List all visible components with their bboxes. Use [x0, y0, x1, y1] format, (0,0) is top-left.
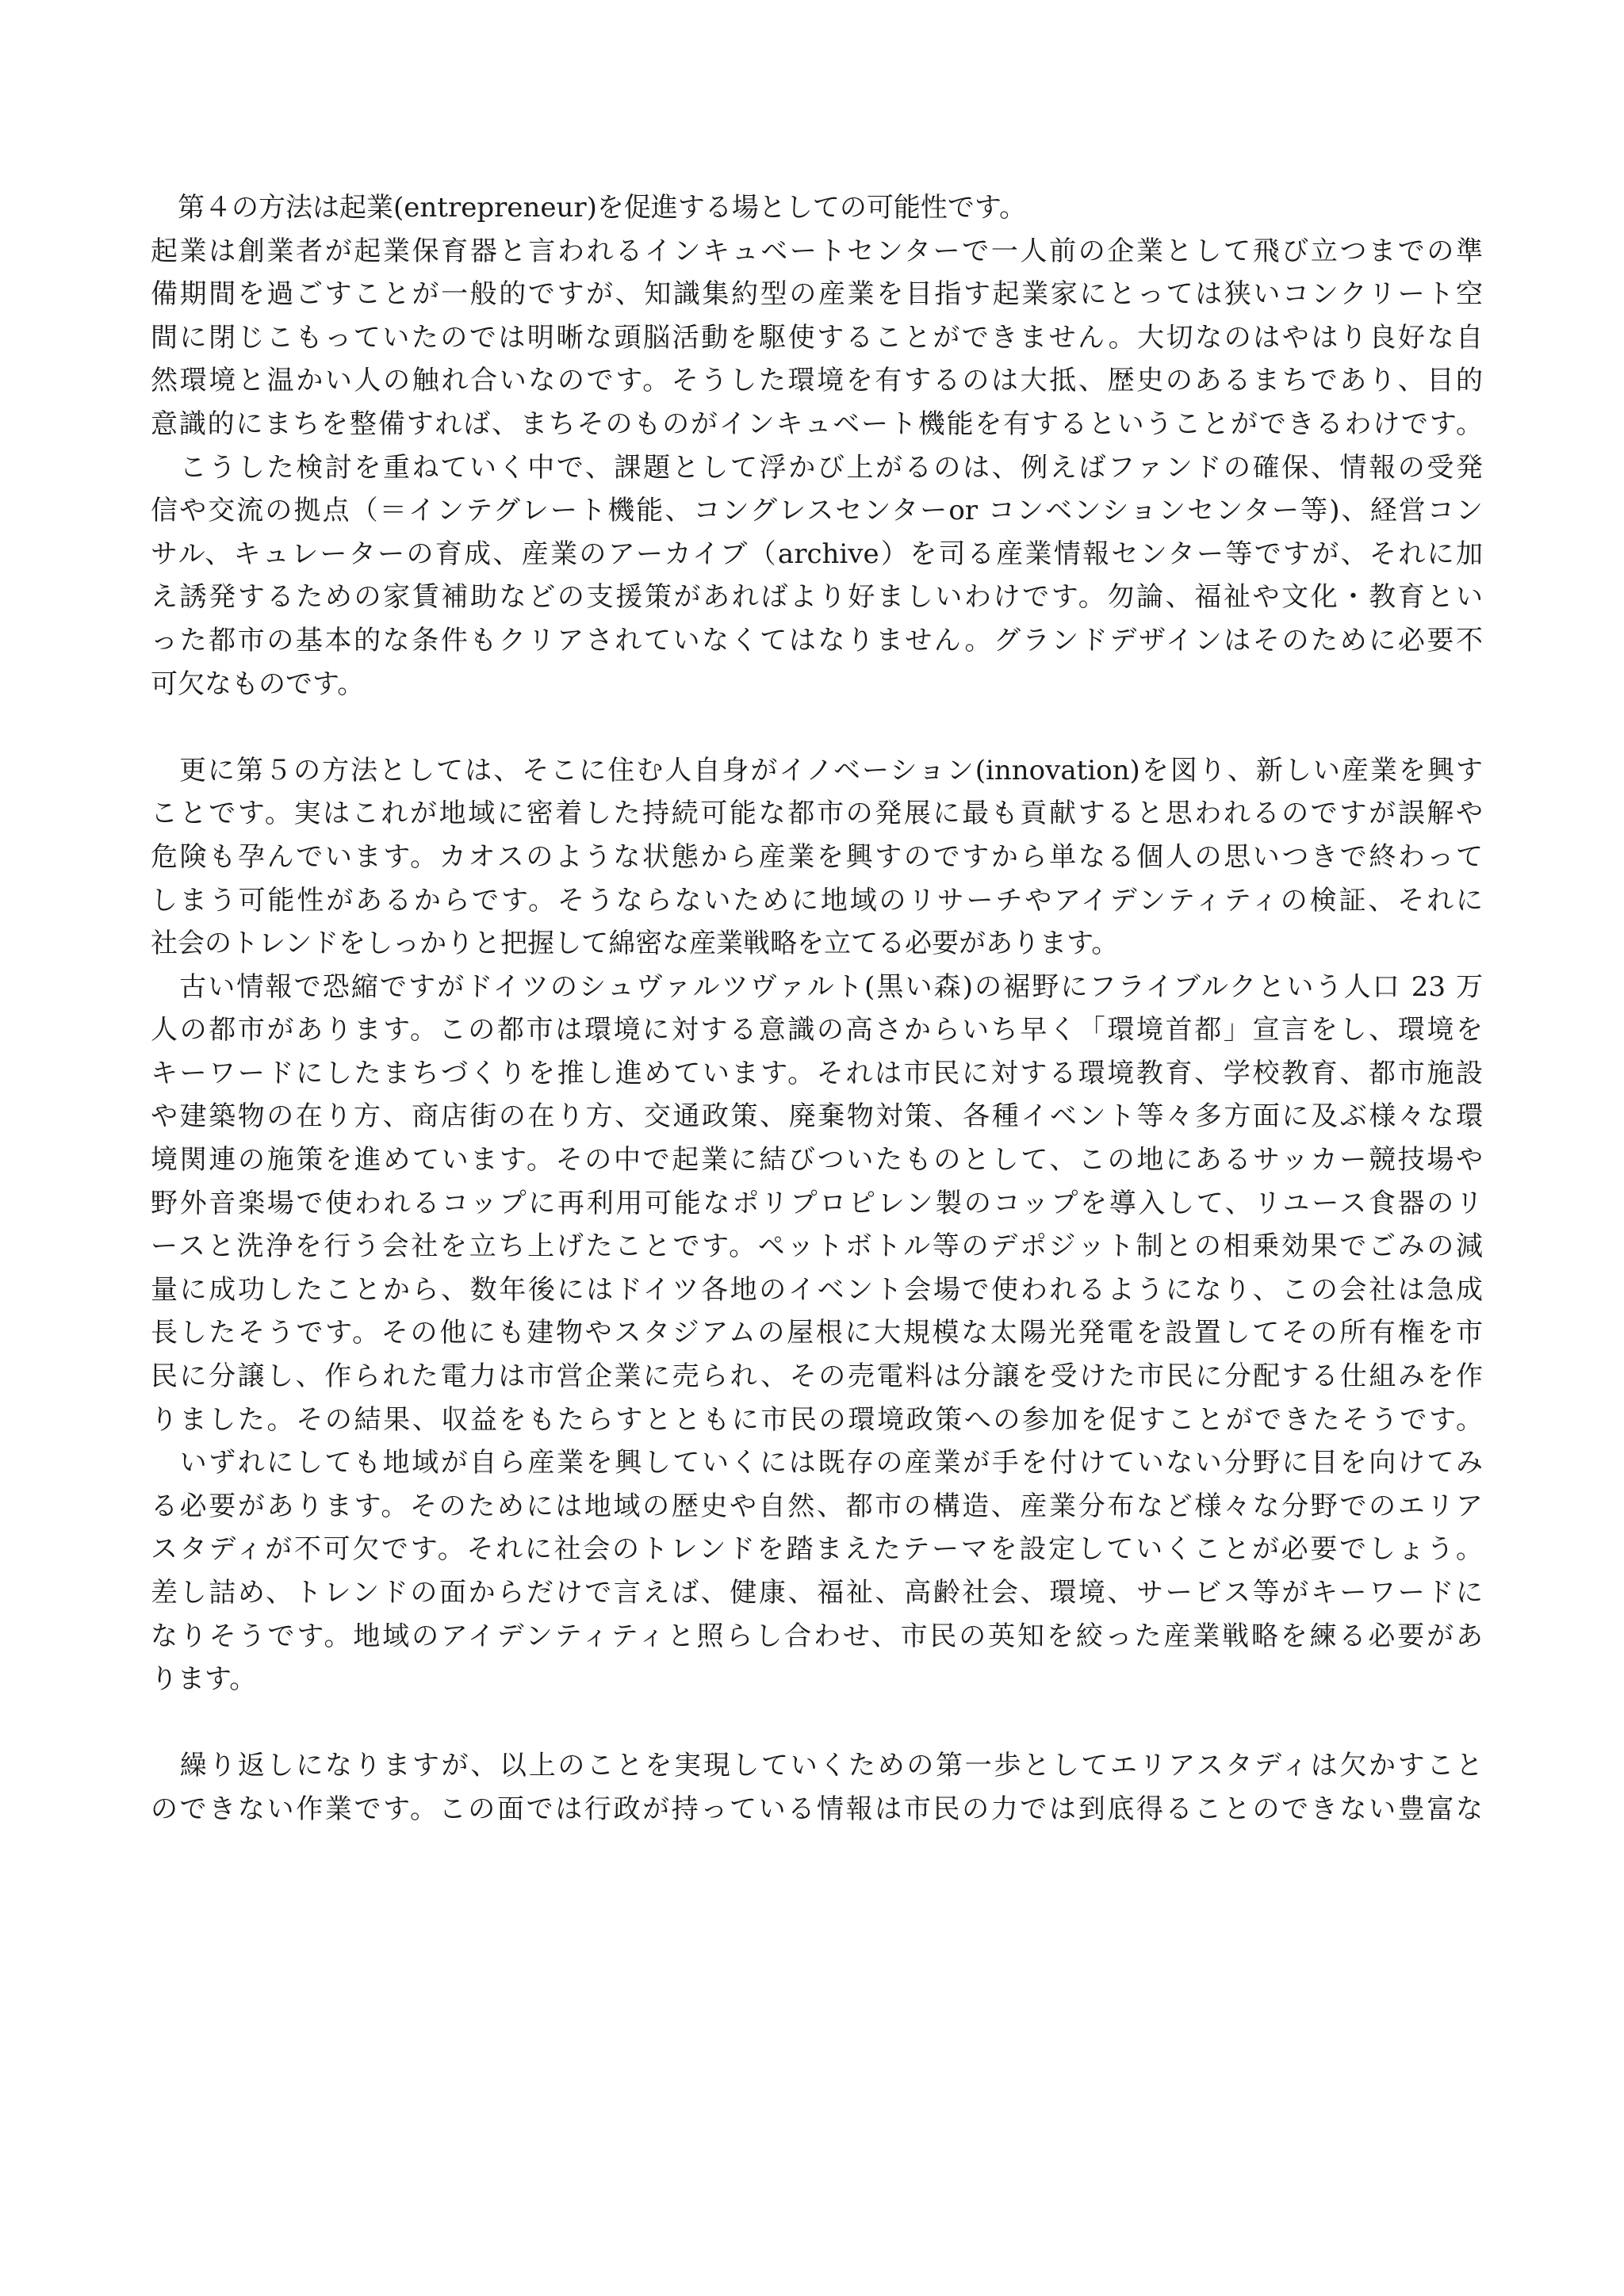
- text-line: 間に閉じこもっていたのでは明晰な頭脳活動を駆使することができません。大切なのはやはり良好な自: [151, 321, 1483, 354]
- paragraph-spacer: [151, 706, 1483, 749]
- paragraph-3: [151, 749, 1483, 966]
- text-line: 更に第５の方法としては、そこに住む人自身がイノベーション(innovation)を図り、新しい産業を興す: [151, 754, 1483, 786]
- text-line: ります。: [151, 1663, 257, 1696]
- text-line: なりそうです。地域のアイデンティティと照らし合わせ、市民の英知を絞った産業戦略を練る必要があ: [151, 1620, 1483, 1652]
- text-line: 繰り返しになりますが、以上のことを実現していくための第一歩としてエリアスタディは欠かすこと: [151, 1750, 1483, 1782]
- text-line: え誘発するための家賃補助などの支援策があればより好ましいわけです。勿論、福祉や文化・教育とい: [151, 581, 1483, 614]
- text-line: しまう可能性があるからです。そうならないために地域のリサーチやアイデンティティの検証、それに: [151, 884, 1483, 916]
- paragraph-6: [151, 1744, 1483, 1831]
- text-line: 可欠なものです。: [151, 668, 365, 700]
- text-line: サル、キュレーターの育成、産業のアーカイブ（archive）を司る産業情報センター等ですが、それに加: [151, 538, 1483, 570]
- text-line: 起業は創業者が起業保育器と言われるインキュベートセンターで一人前の企業として飛び立つまでの準: [151, 235, 1483, 267]
- text-line: 第４の方法は起業(entrepreneur)を促進する場としての可能性です。: [151, 192, 1027, 224]
- text-line: 備期間を過ごすことが一般的ですが、知識集約型の産業を目指す起業家にとっては狭いコンクリート空: [151, 278, 1483, 311]
- text-line: 量に成功したことから、数年後にはドイツ各地のイベント会場で使われるようになり、この会社は急成: [151, 1273, 1483, 1306]
- paragraph-spacer: [151, 1701, 1483, 1745]
- text-line: 社会のトレンドをしっかりと把握して綿密な産業戦略を立てる必要があります。: [151, 928, 1119, 960]
- text-line: 境関連の施策を進めています。その中で起業に結びついたものとして、この地にあるサッカー競技場や: [151, 1144, 1483, 1177]
- text-line: ースと洗浄を行う会社を立ち上げたことです。ペットボトル等のデポジット制との相乗効果でごみの減: [151, 1230, 1483, 1263]
- text-line: ことです。実はこれが地域に密着した持続可能な都市の発展に最も貢献すると思われるのですが誤解や: [151, 798, 1483, 830]
- text-line: 古い情報で恐縮ですがドイツのシュヴァルツヴァルト(黒い森)の裾野にフライブルクという人口 23 万: [151, 970, 1483, 1003]
- text-line: った都市の基本的な条件もクリアされていなくてはなりません。グランドデザインはそのために必要不: [151, 624, 1483, 656]
- paragraph-4: [151, 966, 1483, 1442]
- text-line: キーワードにしたまちづくりを推し進めています。それは市民に対する環境教育、学校教育、都市施設: [151, 1057, 1483, 1089]
- text-line: 危険も孕んでいます。カオスのような状態から産業を興すのですから単なる個人の思いつきで終わって: [151, 840, 1483, 873]
- text-line: 然環境と温かい人の触れ合いなのです。そうした環境を有するのは大抵、歴史のあるまちであり、目的: [151, 365, 1483, 397]
- text-line: 人の都市があります。この都市は環境に対する意識の高さからいち早く「環境首都」宣言をし、環境を: [151, 1014, 1483, 1047]
- text-line: スタディが不可欠です。それに社会のトレンドを踏まえたテーマを設定していくことが必要でしょう。: [151, 1533, 1483, 1566]
- text-line: る必要があります。そのためには地域の歴史や自然、都市の構造、産業分布など様々な分野でのエリア: [151, 1490, 1483, 1522]
- text-line: 信や交流の拠点（＝インテグレート機能、コングレスセンターor コンベンションセンター等)、経営コン: [151, 495, 1483, 527]
- text-line: 野外音楽場で使われるコップに再利用可能なポリプロピレン製のコップを導入して、リユース食器のリ: [151, 1187, 1483, 1219]
- text-line: りました。その結果、収益をもたらすとともに市民の環境政策への参加を促すことができたそうです。: [151, 1403, 1483, 1436]
- text-line: いずれにしても地域が自ら産業を興していくには既存の産業が手を付けていない分野に目を向けてみ: [151, 1447, 1483, 1479]
- paragraph-1: [151, 186, 1483, 446]
- text-line: 差し詰め、トレンドの面からだけで言えば、健康、福祉、高齢社会、環境、サービス等がキーワードに: [151, 1577, 1483, 1609]
- text-line: 長したそうです。その他にも建物やスタジアムの屋根に大規模な太陽光発電を設置してその所有権を市: [151, 1317, 1483, 1349]
- text-line: 意識的にまちを整備すれば、まちそのものがインキュベート機能を有するということができるわけです。: [151, 408, 1483, 440]
- text-line: のできない作業です。この面では行政が持っている情報は市民の力では到底得ることのできない豊富な: [151, 1793, 1483, 1825]
- text-line: こうした検討を重ねていく中で、課題として浮かび上がるのは、例えばファンドの確保、情報の受発: [151, 451, 1483, 484]
- paragraph-5: [151, 1441, 1483, 1701]
- text-line: や建築物の在り方、商店街の在り方、交通政策、廃棄物対策、各種イベント等々多方面に及ぶ様々な環: [151, 1100, 1483, 1133]
- paragraph-2: [151, 446, 1483, 706]
- text-line: 民に分譲し、作られた電力は市営企業に売られ、その売電料は分譲を受けた市民に分配する仕組みを作: [151, 1360, 1483, 1393]
- document-body: [151, 186, 1483, 1831]
